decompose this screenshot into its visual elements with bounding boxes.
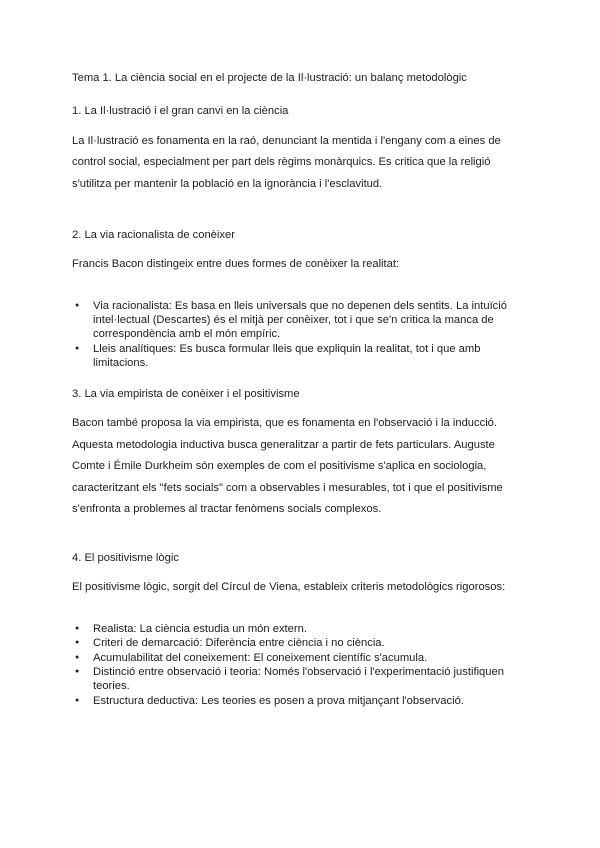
section-2-list <box>72 299 528 371</box>
list-item: ● Via racionalista: Es basa en lleis universals que no depenen dels sentits. La intuïció intel·lectual (Descartes) és el mitjà per conèixer, tot i que se'n critica la manca de correspondència amb el món empíric. <box>72 299 528 342</box>
document-title: Tema 1. La ciència social en el projecte de la Il·lustració: un balanç metodològic <box>72 72 467 84</box>
section-3-heading: 3. La via empirista de conèixer i el positivisme <box>72 387 300 400</box>
list-item: ● Realista: La ciència estudia un món extern. <box>72 622 528 636</box>
document-content <box>72 72 528 708</box>
list-item: ● Lleis analítiques: Es busca formular lleis que expliquin la realitat, tot i que amb limitacions. <box>72 342 528 371</box>
list-item: ● Distinció entre observació i teoria: Només l'observació i l'experimentació justifiquen teories. <box>72 665 528 694</box>
section-1-heading: 1. La Il·lustració i el gran canvi en la ciència <box>72 105 289 118</box>
list-item: ● Acumulabilitat del coneixement: El coneixement científic s'acumula. <box>72 651 528 665</box>
section-2-intro: Francis Bacon distingeix entre dues formes de conèixer la realitat: <box>72 258 400 271</box>
section-3-paragraph: Bacon també proposa la via empirista, que es fonamenta en l'observació i la inducció. Aquesta metodologia inductiva busca generalitzar a partir de fets particulars. Auguste Comte i Émile Durkheim són exemples de com el positivisme s'aplica en sociologia, caracteritzant els "fets socials" com a observables i mesurables, tot i que el positivisme s'enfronta a problemes al tractar fenòmens socials complexos. <box>72 417 503 516</box>
list-item: ● Estructura deductiva: Les teories es posen a prova mitjançant l'observació. <box>72 694 528 708</box>
section-4-list <box>72 622 528 708</box>
section-2-heading: 2. La via racionalista de conèixer <box>72 228 235 241</box>
section-4-heading: 4. El positivisme lògic <box>72 551 179 564</box>
section-1-paragraph: La Il·lustració es fonamenta en la raó, denunciant la mentida i l'engany com a eines de control social, especialment per part dels règims monàrquics. Es critica que la religió s'utilitza per mantenir la població en la ignorància i l'esclavitud. <box>72 134 501 191</box>
list-item: ● Criteri de demarcació: Diferència entre ciència i no ciència. <box>72 636 528 650</box>
section-4-intro: El positivisme lògic, sorgit del Círcul de Viena, estableix criteris metodològics rigorosos: <box>72 581 506 594</box>
